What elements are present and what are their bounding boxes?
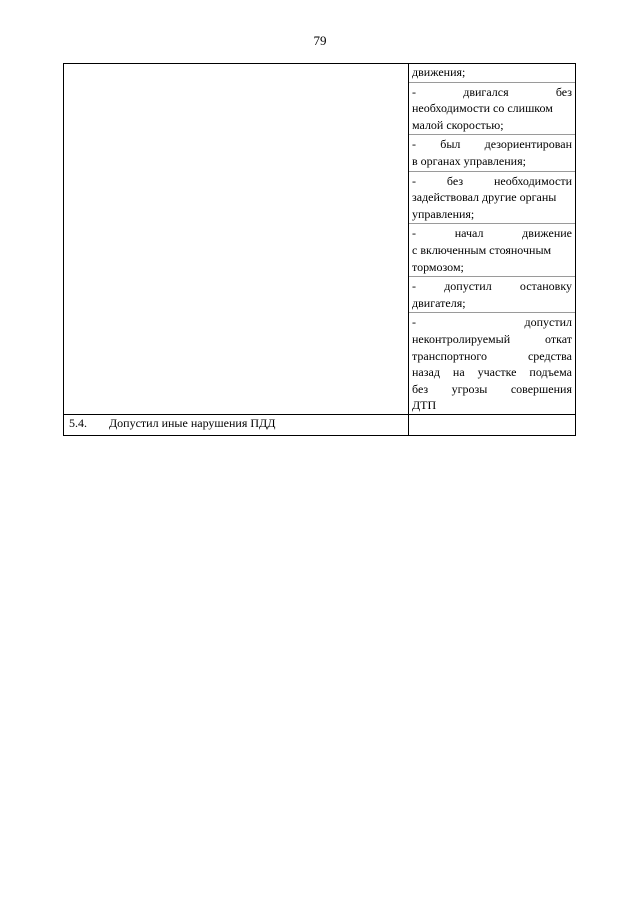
list-item-line: неконтролируемый откат bbox=[412, 331, 572, 346]
divider bbox=[409, 134, 575, 135]
list-item-line: - начал движение bbox=[412, 226, 572, 241]
list-item-line: без угрозы совершения bbox=[412, 381, 572, 396]
list-item bbox=[412, 64, 572, 81]
list-item-line: транспортного средства bbox=[412, 348, 572, 363]
list-item-line: с включенным стояночным bbox=[412, 242, 552, 257]
page-number: 79 bbox=[313, 33, 327, 48]
table-cell-empty bbox=[64, 64, 409, 415]
list-item-line: - был дезориентирован bbox=[412, 137, 572, 152]
list-item-line: двигателя; bbox=[412, 295, 466, 310]
table-row bbox=[64, 64, 576, 415]
list-item-line: в органах управления; bbox=[412, 153, 526, 168]
divider bbox=[409, 312, 575, 313]
list-item-line: - двигался без bbox=[412, 84, 572, 99]
list-item-line: - без необходимости bbox=[412, 173, 572, 188]
row-number: 5.4. bbox=[69, 415, 87, 430]
divider bbox=[409, 171, 575, 172]
list-item bbox=[412, 84, 572, 134]
list-item bbox=[412, 173, 572, 223]
divider bbox=[409, 82, 575, 83]
row-text: Допустил иные нарушения ПДД bbox=[109, 415, 276, 430]
list-item bbox=[412, 314, 572, 414]
list-item-line: - допустил остановку bbox=[412, 279, 572, 294]
list-item-line: движения; bbox=[412, 65, 466, 79]
list-item-line: ДТП bbox=[412, 398, 437, 413]
criteria-list-cell bbox=[409, 64, 576, 415]
table-row bbox=[64, 414, 576, 435]
list-item bbox=[412, 225, 572, 275]
row-value-cell bbox=[409, 414, 576, 435]
list-item-line: тормозом; bbox=[412, 259, 464, 274]
list-item bbox=[412, 136, 572, 169]
divider bbox=[409, 223, 575, 224]
list-item-line: управления; bbox=[412, 206, 475, 221]
list-item-line: необходимости со слишком bbox=[412, 101, 553, 116]
list-item-line: назад на участке подъема bbox=[412, 365, 572, 380]
list-item-line: малой скоростью; bbox=[412, 117, 504, 132]
row-label-cell bbox=[64, 414, 409, 435]
list-item bbox=[412, 278, 572, 311]
divider bbox=[409, 276, 575, 277]
list-item-line: задействовал другие органы bbox=[412, 190, 557, 205]
list-item-line: - допустил bbox=[412, 315, 572, 330]
violations-table bbox=[63, 63, 576, 436]
